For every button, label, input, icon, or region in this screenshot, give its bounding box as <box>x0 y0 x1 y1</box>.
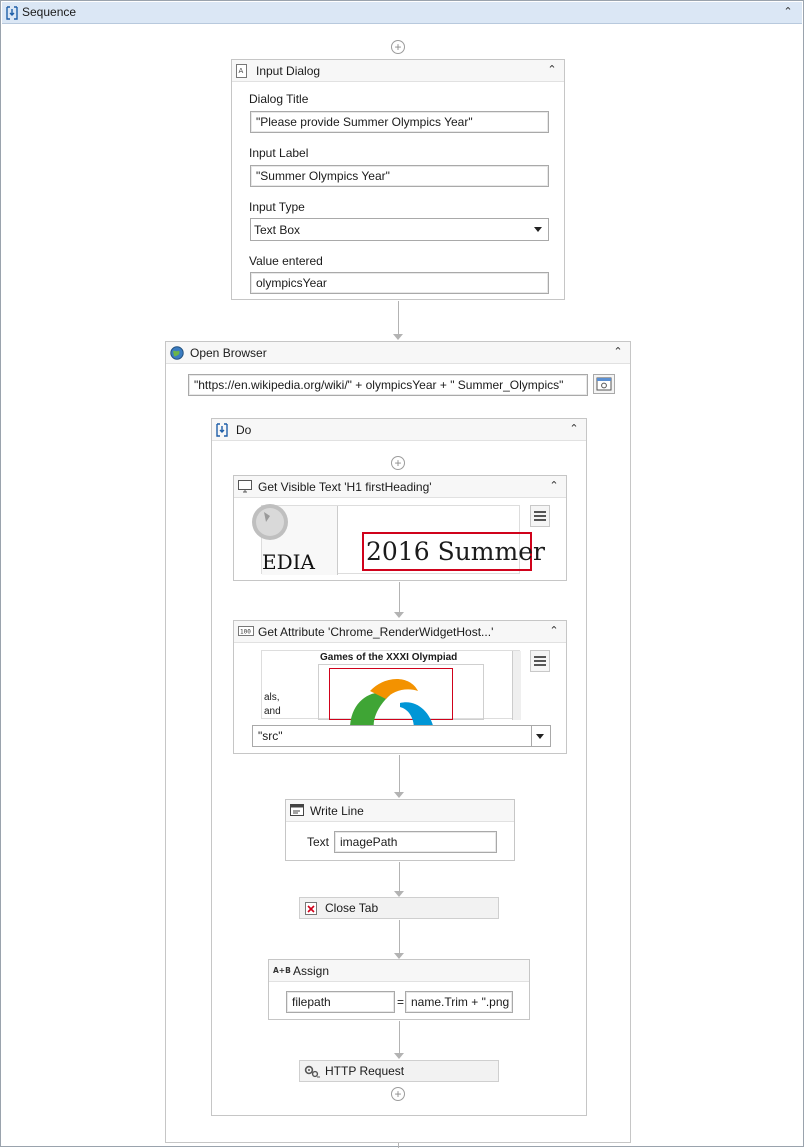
input-type-label: Input Type <box>249 200 305 214</box>
input-type-select[interactable] <box>250 218 549 241</box>
svg-text:100: 100 <box>240 628 251 636</box>
value-entered-label: Value entered <box>249 254 323 268</box>
url-field[interactable]: "https://en.wikipedia.org/wiki/" + olympicsYear + " Summer_Olympics" <box>188 374 588 396</box>
text-field[interactable]: imagePath <box>334 831 497 853</box>
preview-caption: Games of the XXXI Olympiad <box>320 652 458 663</box>
connector-line <box>399 755 400 793</box>
get-attribute-header[interactable] <box>234 621 566 643</box>
collapse-icon[interactable]: ⌃ <box>569 423 579 435</box>
http-request-activity[interactable] <box>299 1060 499 1082</box>
connector-line <box>398 301 399 335</box>
equals-sign: = <box>397 995 405 1009</box>
dropdown-arrow-icon[interactable] <box>536 734 544 739</box>
preview-side-text: and <box>264 706 281 717</box>
collapse-icon[interactable]: ⌃ <box>549 480 559 492</box>
assign-icon <box>273 964 291 977</box>
select-divider <box>531 726 532 746</box>
add-activity-plus-icon[interactable]: + <box>391 40 405 54</box>
browser-picker-button[interactable] <box>593 374 615 394</box>
element-preview-image <box>261 505 545 574</box>
get-visible-text-header[interactable] <box>234 476 566 498</box>
globe-icon <box>170 346 183 359</box>
input-dialog-activity[interactable] <box>231 59 565 300</box>
connector-arrow <box>394 612 404 618</box>
connector-arrow <box>394 1053 404 1059</box>
connector-arrow <box>394 792 404 798</box>
collapse-icon[interactable]: ⌃ <box>613 346 623 358</box>
connector-line <box>399 1021 400 1055</box>
assign-value-field[interactable]: name.Trim + ".png <box>405 991 513 1013</box>
do-header[interactable] <box>212 419 586 441</box>
rio-2016-logo <box>330 669 454 729</box>
logo-text: EDIA <box>262 550 315 574</box>
attribute-icon <box>238 625 251 638</box>
open-browser-header[interactable] <box>166 342 630 364</box>
add-activity-plus-icon[interactable]: + <box>391 1087 405 1101</box>
preview-scrollbar <box>512 651 521 720</box>
connector-line <box>399 862 400 893</box>
input-dialog-icon <box>236 64 249 77</box>
connector-line <box>399 582 400 613</box>
element-preview-image <box>261 650 520 719</box>
collapse-icon[interactable]: ⌃ <box>783 6 793 18</box>
svg-text:A+B: A+B <box>273 966 291 975</box>
close-tab-activity[interactable] <box>299 897 499 919</box>
assign-to-field[interactable]: filepath <box>286 991 395 1013</box>
collapse-icon[interactable]: ⌃ <box>547 64 557 76</box>
open-browser-title: Open Browser <box>190 346 267 360</box>
highlight-box <box>362 532 545 571</box>
connector-line <box>399 920 400 955</box>
dropdown-arrow-icon[interactable] <box>534 227 542 232</box>
get-visible-text-activity[interactable] <box>233 475 567 581</box>
get-attribute-activity[interactable] <box>233 620 567 754</box>
text-label: Text <box>307 835 330 849</box>
options-menu-button[interactable] <box>530 650 550 672</box>
input-dialog-header[interactable] <box>232 60 564 82</box>
browser-window-icon <box>594 375 614 393</box>
dialog-title-field[interactable]: "Please provide Summer Olympics Year" <box>250 111 549 133</box>
sequence-icon <box>216 423 229 436</box>
highlight-box <box>329 668 453 720</box>
input-label-label: Input Label <box>249 146 309 160</box>
dialog-title-label: Dialog Title <box>249 92 309 106</box>
http-request-title: HTTP Request <box>325 1064 405 1078</box>
write-line-title: Write Line <box>310 804 364 818</box>
close-tab-icon <box>305 902 317 918</box>
sequence-icon <box>6 6 18 23</box>
do-title: Do <box>236 423 252 437</box>
write-line-header[interactable] <box>286 800 514 822</box>
get-visible-text-title: Get Visible Text 'H1 firstHeading' <box>258 480 432 494</box>
value-entered-field[interactable]: olympicsYear <box>250 272 549 294</box>
attribute-value: "src" <box>258 729 283 743</box>
add-activity-plus-icon[interactable]: + <box>391 456 405 470</box>
connector-arrow <box>393 334 403 340</box>
wikipedia-logo <box>262 506 338 575</box>
options-menu-button[interactable] <box>530 505 550 527</box>
assign-title: Assign <box>293 964 330 978</box>
get-attribute-title: Get Attribute 'Chrome_RenderWidgetHost...' <box>258 625 494 639</box>
preview-side-text: als, <box>264 692 280 703</box>
open-browser-activity[interactable] <box>165 341 631 1143</box>
write-line-icon <box>290 804 303 817</box>
collapse-icon[interactable]: ⌃ <box>549 625 559 637</box>
heading-text: 2016 Summer <box>366 537 545 566</box>
close-tab-title: Close Tab <box>325 901 379 915</box>
assign-activity[interactable] <box>268 959 530 1020</box>
sequence-title: Sequence <box>22 5 77 19</box>
gears-icon <box>304 1065 320 1081</box>
input-dialog-title: Input Dialog <box>256 64 321 78</box>
svg-text:A: A <box>238 67 244 75</box>
attribute-select[interactable] <box>252 725 551 747</box>
write-line-activity[interactable] <box>285 799 515 861</box>
input-type-selected: Text Box <box>254 223 301 237</box>
connector-line <box>398 1143 399 1148</box>
monitor-icon <box>238 480 251 493</box>
sequence-header[interactable] <box>2 2 802 24</box>
do-container[interactable] <box>211 418 587 1116</box>
assign-header[interactable] <box>269 960 529 982</box>
input-label-field[interactable]: "Summer Olympics Year" <box>250 165 549 187</box>
